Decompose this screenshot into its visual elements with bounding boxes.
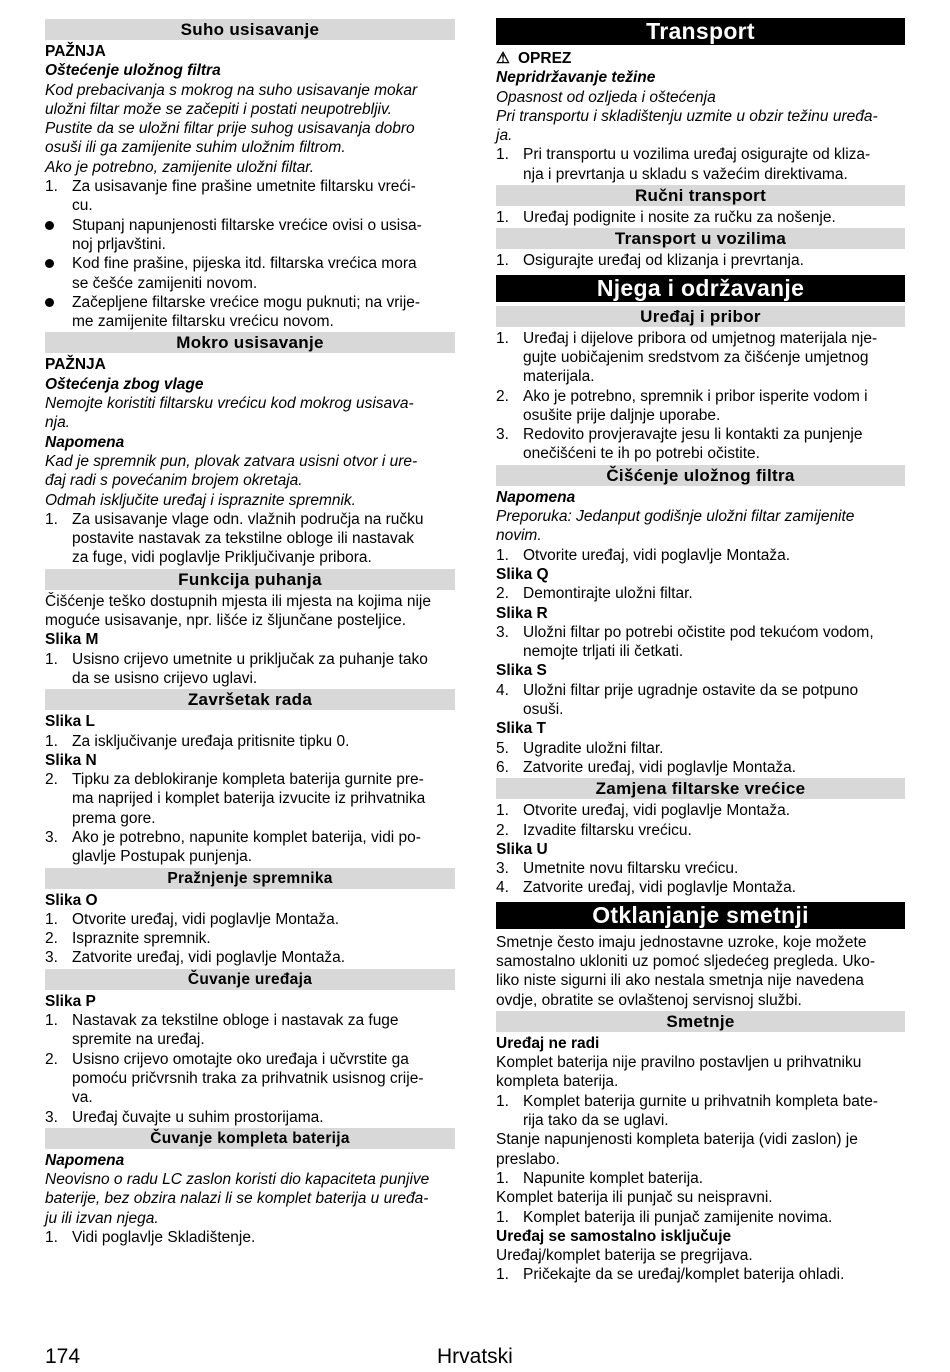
list-item (45, 770, 455, 789)
note-text: Neovisno o radu LC zaslon koristi dio kapaciteta punjive (45, 1171, 430, 1189)
section-heading: Završetak rada (45, 689, 455, 710)
list-text: Ako je potrebno, spremnik i pribor isperite vodom i (523, 387, 868, 405)
bullet-icon (45, 298, 54, 307)
bullet-text: me zamijenite filtarsku vrećicu novom. (72, 313, 334, 331)
list-text: Uređaj čuvajte u suhim prostorijama. (72, 1108, 324, 1126)
list-item-cont (496, 642, 905, 661)
warning-title: Nepridržavanje težine (496, 69, 656, 87)
list-text: Za usisavanje fine prašine umetnite filtarsku vreći- (72, 178, 416, 196)
section-heading: Čuvanje uređaja (45, 969, 455, 990)
list-number: 3. (45, 828, 58, 846)
list-item (496, 758, 905, 777)
figure-ref: Slika M (45, 631, 99, 649)
list-item (496, 801, 905, 820)
list-item-cont (496, 444, 905, 463)
list-item (45, 510, 455, 529)
list-text: Usisno crijevo omotajte oko uređaja i učvrstite ga (72, 1050, 409, 1068)
list-item (496, 1265, 905, 1284)
list-text: Komplet baterija ili punjač zamijenite novima. (523, 1208, 833, 1226)
list-text: Ispraznite spremnik. (72, 930, 211, 948)
list-number: 1. (496, 1092, 509, 1110)
bullet-item (45, 254, 455, 273)
list-text: ma naprijed i komplet baterija izvucite iz prihvatnika (72, 790, 426, 808)
list-item-cont (496, 367, 905, 386)
notice-text: nja. (45, 414, 70, 432)
list-item (496, 145, 905, 164)
notice-label: PAŽNJA (45, 356, 106, 374)
body-text: Komplet baterija ili punjač su neispravni. (496, 1189, 773, 1207)
notice-text: Pustite da se uložni filtar prije suhog usisavanja dobro (45, 120, 415, 138)
notice-title: Oštećenje uložnog filtra (45, 62, 221, 80)
list-number: 1. (496, 146, 509, 164)
note-label: Napomena (496, 488, 576, 506)
section-heading: Smetnje (496, 1011, 905, 1032)
warning-label (496, 49, 905, 68)
note-text: ju ili izvan njega. (45, 1209, 159, 1227)
list-number: 6. (496, 758, 509, 776)
section-heading: Transport u vozilima (496, 228, 905, 249)
list-number: 4. (496, 681, 509, 699)
list-text: va. (72, 1089, 93, 1107)
list-item (496, 251, 905, 270)
list-text: postavite nastavak za tekstilne obloge ili nastavak (72, 530, 415, 548)
list-number: 2. (496, 821, 509, 839)
list-number: 1. (496, 209, 509, 227)
list-number: 2. (496, 387, 509, 405)
warning-text: ja. (496, 127, 513, 145)
chapter-heading: Otklanjanje smetnji (496, 902, 905, 929)
notice-label: PAŽNJA (45, 43, 106, 60)
bullet-item-cont (45, 235, 455, 254)
list-text: nja i prevrtanja u skladu s važećim direktivama. (523, 165, 848, 183)
list-item (45, 929, 455, 948)
body-text: Stanje napunjenosti kompleta baterija (vidi zaslon) je (496, 1131, 858, 1149)
list-item-cont (45, 548, 455, 567)
list-item (45, 828, 455, 847)
notice-text: Ako je potrebno, zamijenite uložni filtar. (45, 158, 315, 176)
figure-ref: Slika R (496, 604, 548, 622)
page-number: 174 (45, 1345, 81, 1368)
list-item (45, 1050, 455, 1069)
note-text: novim. (496, 527, 542, 545)
list-item-cont (45, 847, 455, 866)
warning-text: OPREZ (518, 50, 572, 67)
figure-ref: Slika Q (496, 565, 549, 583)
section-heading: Čišćenje uložnog filtra (496, 465, 905, 486)
list-item (45, 650, 455, 669)
note-label: Napomena (45, 433, 125, 451)
right-column (496, 18, 905, 1285)
warning-text: Pri transportu i skladištenju uzmite u obzir težinu uređa- (496, 107, 878, 125)
body-text: Uređaj/komplet baterija se pregrijava. (496, 1247, 753, 1265)
note-label: Napomena (45, 1151, 125, 1169)
figure-ref: Slika P (45, 992, 96, 1010)
list-item (496, 584, 905, 603)
list-text: Otvorite uređaj, vidi poglavlje Montaža. (72, 910, 340, 928)
notice-title: Oštećenja zbog vlage (45, 375, 204, 393)
list-item (496, 623, 905, 642)
list-number: 2. (45, 930, 58, 948)
list-item-cont (45, 809, 455, 828)
list-number: 1. (496, 329, 509, 347)
list-text: rija tako da se uglavi. (523, 1112, 669, 1130)
list-text: Za isključivanje uređaja pritisnite tipku 0. (72, 732, 350, 750)
list-number: 1. (496, 252, 509, 270)
list-item-cont (45, 1069, 455, 1088)
bullet-text: noj prljavštini. (72, 235, 166, 253)
list-text: Uređaj i dijelove pribora od umjetnog materijala nje- (523, 329, 878, 347)
list-number: 3. (45, 1108, 58, 1126)
list-text: Pričekajte da se uređaj/komplet baterija ohladi. (523, 1266, 845, 1284)
list-item-cont (496, 700, 905, 719)
list-item (496, 1208, 905, 1227)
section-heading: Suho usisavanje (45, 19, 455, 40)
chapter-heading: Transport (496, 18, 905, 45)
list-text: cu. (72, 197, 93, 215)
list-text: Zatvorite uređaj, vidi poglavlje Montaža. (523, 879, 797, 897)
figure-ref: Slika N (45, 751, 97, 769)
bullet-text: se češće zamijeniti novom. (72, 274, 258, 292)
list-item (496, 546, 905, 565)
list-number: 1. (45, 732, 58, 750)
bullet-text: Začepljene filtarske vrećice mogu puknuti; na vrije- (72, 293, 421, 311)
list-item (496, 878, 905, 897)
list-text: Zatvorite uređaj, vidi poglavlje Montaža. (72, 949, 346, 967)
section-heading: Pražnjenje spremnika (45, 868, 455, 889)
bullet-icon (45, 259, 54, 268)
list-item (496, 859, 905, 878)
list-number: 3. (496, 860, 509, 878)
bullet-item-cont (45, 312, 455, 331)
list-text: Ugradite uložni filtar. (523, 739, 664, 757)
list-item-cont (45, 196, 455, 215)
list-text: Ako je potrebno, napunite komplet baterija, vidi po- (72, 828, 421, 846)
fault-heading: Uređaj ne radi (496, 1034, 600, 1052)
fault-heading: Uređaj se samostalno isključuje (496, 1227, 732, 1245)
language-label: Hrvatski (437, 1345, 513, 1368)
list-text: Osigurajte uređaj od klizanja i prevrtanja. (523, 252, 804, 270)
list-text: osušite prije daljnje uporabe. (523, 406, 721, 424)
note-text: baterije, bez obzira nalazi li se komplet baterija u uređa- (45, 1190, 429, 1208)
list-text: pomoću pričvrsnih traka za prihvatnik usisnog crije- (72, 1069, 424, 1087)
list-text: materijala. (523, 368, 595, 386)
list-item-cont (45, 1030, 455, 1049)
list-number: 1. (45, 510, 58, 528)
figure-ref: Slika O (45, 891, 98, 909)
list-number: 3. (496, 623, 509, 641)
list-text: Usisno crijevo umetnite u priključak za puhanje tako (72, 650, 428, 668)
note-text: Odmah isključite uređaj i ispraznite spremnik. (45, 491, 356, 509)
list-text: gujte uobičajenim sredstvom za čišćenje umjetnog (523, 348, 869, 366)
list-item (45, 732, 455, 751)
list-number: 1. (45, 910, 58, 928)
bullet-text: Stupanj napunjenosti filtarske vrećice ovisi o usisa- (72, 216, 422, 234)
list-text: Uložni filtar prije ugradnje ostavite da se potpuno (523, 681, 859, 699)
list-number: 1. (45, 1012, 58, 1030)
body-text: ovdje, obratite se ovlaštenoj servisnoj službi. (496, 991, 802, 1009)
list-text: Nastavak za tekstilne obloge i nastavak za fuge (72, 1012, 399, 1030)
body-text: kompleta baterija. (496, 1073, 619, 1091)
list-number: 2. (45, 1050, 58, 1068)
notice-text: uložni filtar može se začepiti i postati neupotrebljiv. (45, 100, 392, 118)
list-item-cont (45, 669, 455, 688)
section-heading: Čuvanje kompleta baterija (45, 1128, 455, 1149)
figure-ref: Slika T (496, 720, 546, 738)
list-text: Za usisavanje vlage odn. vlažnih područja na ručku (72, 510, 424, 528)
bullet-item-cont (45, 274, 455, 293)
list-number: 1. (45, 650, 58, 668)
bullet-item (45, 293, 455, 312)
list-text: Otvorite uređaj, vidi poglavlje Montaža. (523, 546, 791, 564)
section-heading: Funkcija puhanja (45, 569, 455, 590)
list-text: Umetnite novu filtarsku vrećicu. (523, 860, 739, 878)
note-text: Preporuka: Jedanput godišnje uložni filtar zamijenite (496, 508, 855, 526)
body-text: liko niste sigurni ili ako nestala smetnja nije navedena (496, 972, 864, 990)
notice-text: Nemojte koristiti filtarsku vrećicu kod mokrog usisava- (45, 395, 414, 413)
list-text: Izvadite filtarsku vrećicu. (523, 821, 692, 839)
list-number: 3. (45, 949, 58, 967)
list-item (496, 208, 905, 227)
list-text: onečišćeni te ih po potrebi očistite. (523, 445, 760, 463)
warning-triangle-icon: ⚠ (496, 50, 510, 67)
list-number: 1. (496, 1169, 509, 1187)
list-item-cont (496, 348, 905, 367)
list-item-cont (45, 529, 455, 548)
body-text: preslabo. (496, 1150, 560, 1168)
list-item (496, 1169, 905, 1188)
list-text: da se usisno crijevo uglavi. (72, 669, 258, 687)
left-column (45, 18, 455, 1247)
list-number: 1. (496, 546, 509, 564)
list-item-cont (496, 1111, 905, 1130)
chapter-heading: Njega i održavanje (496, 275, 905, 302)
list-text: Demontirajte uložni filtar. (523, 585, 693, 603)
list-text: glavlje Postupak punjenja. (72, 848, 253, 866)
bullet-item (45, 216, 455, 235)
list-text: spremite na uređaj. (72, 1031, 205, 1049)
list-item (496, 821, 905, 840)
list-number: 1. (496, 1266, 509, 1284)
list-text: Tipku za deblokiranje kompleta baterija gurnite pre- (72, 771, 424, 789)
list-text: osuši. (523, 701, 564, 719)
list-text: Pri transportu u vozilima uređaj osigurajte od kliza- (523, 146, 871, 164)
body-text: Čišćenje teško dostupnih mjesta ili mjesta na kojima nije (45, 592, 431, 610)
list-item-cont (45, 789, 455, 808)
note-text: đaj radi s povećanim brojem okretaja. (45, 472, 303, 490)
list-text: Napunite komplet baterija. (523, 1169, 704, 1187)
list-number: 1. (496, 1208, 509, 1226)
list-item (45, 1108, 455, 1127)
list-text: Komplet baterija gurnite u prihvatnih kompleta bate- (523, 1092, 878, 1110)
list-text: Redovito provjeravajte jesu li kontakti za punjenje (523, 426, 863, 444)
list-item (45, 948, 455, 967)
list-text: prema gore. (72, 809, 156, 827)
list-number: 5. (496, 739, 509, 757)
figure-ref: Slika L (45, 713, 95, 731)
list-number: 1. (496, 802, 509, 820)
list-number: 1. (45, 178, 58, 196)
list-item (496, 387, 905, 406)
list-item (496, 739, 905, 758)
list-item-cont (496, 165, 905, 184)
notice-text: Kod prebacivanja s mokrog na suho usisavanje mokar (45, 81, 418, 99)
list-item (45, 1228, 455, 1247)
section-heading: Uređaj i pribor (496, 306, 905, 327)
list-text: za fuge, vidi poglavlje Priključivanje pribora. (72, 549, 372, 567)
list-item-cont (45, 1088, 455, 1107)
body-text: Smetnje često imaju jednostavne uzroke, koje možete (496, 933, 867, 951)
section-heading: Ručni transport (496, 185, 905, 206)
list-item (496, 1092, 905, 1111)
section-heading: Mokro usisavanje (45, 332, 455, 353)
figure-ref: Slika S (496, 662, 547, 680)
list-item-cont (496, 406, 905, 425)
warning-text: Opasnost od ozljeda i oštećenja (496, 88, 716, 106)
list-number: 2. (496, 585, 509, 603)
section-heading: Zamjena filtarske vrećice (496, 778, 905, 799)
list-item (45, 1011, 455, 1030)
list-number: 2. (45, 771, 58, 789)
list-number: 4. (496, 879, 509, 897)
list-number: 1. (45, 1229, 58, 1247)
body-text: Komplet baterija nije pravilno postavljen u prihvatniku (496, 1054, 862, 1072)
notice-text: osuši ili ga zamijenite suhim uložnim filtrom. (45, 139, 346, 157)
list-text: Uložni filtar po potrebi očistite pod tekućom vodom, (523, 623, 874, 641)
list-item (45, 910, 455, 929)
list-text: Zatvorite uređaj, vidi poglavlje Montaža. (523, 758, 797, 776)
figure-ref: Slika U (496, 840, 548, 858)
body-text: samostalno ukloniti uz pomoć sljedećeg pregleda. Uko- (496, 952, 876, 970)
list-text: Vidi poglavlje Skladištenje. (72, 1229, 256, 1247)
bullet-icon (45, 221, 54, 230)
list-text: Otvorite uređaj, vidi poglavlje Montaža. (523, 802, 791, 820)
list-item (496, 681, 905, 700)
list-number: 3. (496, 426, 509, 444)
list-item (496, 425, 905, 444)
list-item (45, 177, 455, 196)
note-text: Kad je spremnik pun, plovak zatvara usisni otvor i ure- (45, 452, 418, 470)
list-text: Uređaj podignite i nosite za ručku za nošenje. (523, 209, 836, 227)
list-text: nemojte trljati ili četkati. (523, 643, 684, 661)
body-text: moguće usisavanje, npr. lišće iz šljunčane posteljice. (45, 612, 406, 630)
list-item (496, 329, 905, 348)
bullet-text: Kod fine prašine, pijeska itd. filtarska vrećica mora (72, 255, 417, 273)
